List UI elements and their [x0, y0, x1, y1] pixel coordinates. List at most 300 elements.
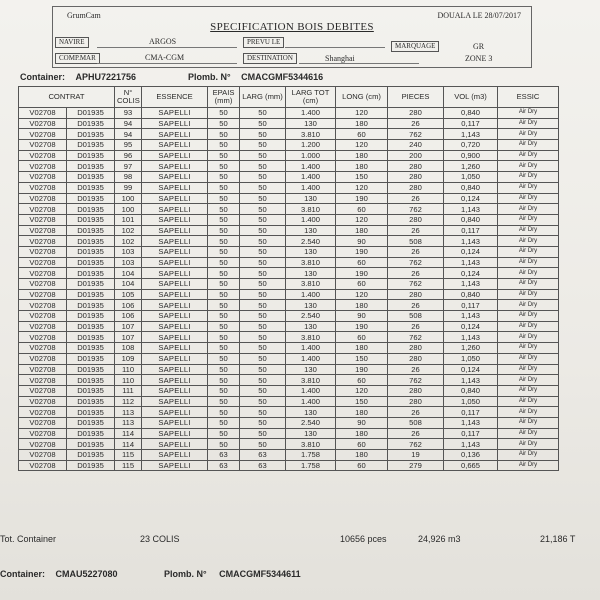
contrat-cell: V02708 — [19, 257, 67, 268]
larg-tot-cell: 130 — [286, 268, 336, 279]
colis-cell: 94 — [115, 118, 142, 129]
essic-cell: Air Dry — [498, 428, 559, 439]
long-cell: 60 — [336, 129, 388, 140]
colis-cell: 100 — [115, 193, 142, 204]
larg-tot-cell: 2.540 — [286, 311, 336, 322]
long-cell: 180 — [336, 118, 388, 129]
lot-cell: D01935 — [67, 140, 115, 151]
colis-cell: 112 — [115, 396, 142, 407]
lot-cell: D01935 — [67, 417, 115, 428]
lot-cell: D01935 — [67, 161, 115, 172]
contrat-cell: V02708 — [19, 246, 67, 257]
vol-cell: 0,840 — [444, 289, 498, 300]
lot-cell: D01935 — [67, 450, 115, 461]
vol-cell: 1,143 — [444, 417, 498, 428]
larg-cell: 50 — [240, 204, 286, 215]
lot-cell: D01935 — [67, 407, 115, 418]
container-line-1 — [20, 72, 136, 82]
epais-cell: 50 — [208, 246, 240, 257]
epais-cell: 50 — [208, 236, 240, 247]
contrat-cell: V02708 — [19, 300, 67, 311]
larg-cell: 50 — [240, 257, 286, 268]
colis-cell: 99 — [115, 182, 142, 193]
colis-cell: 101 — [115, 214, 142, 225]
colis-cell: 102 — [115, 236, 142, 247]
contrat-cell: V02708 — [19, 150, 67, 161]
larg-tot-cell: 1.400 — [286, 214, 336, 225]
larg-tot-cell: 1.758 — [286, 460, 336, 471]
epais-cell: 50 — [208, 182, 240, 193]
larg-cell: 50 — [240, 108, 286, 119]
contrat-cell: V02708 — [19, 332, 67, 343]
epais-cell: 50 — [208, 129, 240, 140]
colis-cell: 114 — [115, 428, 142, 439]
essic-cell: Air Dry — [498, 161, 559, 172]
comp-mar-value: CMA-CGM — [145, 53, 185, 62]
document-title: SPECIFICATION BOIS DEBITES — [210, 21, 374, 33]
larg-tot-cell: 3.810 — [286, 204, 336, 215]
long-cell: 60 — [336, 460, 388, 471]
larg-tot-cell: 3.810 — [286, 332, 336, 343]
table-row — [19, 246, 559, 257]
pieces-cell: 19 — [388, 450, 444, 461]
epais-cell: 50 — [208, 118, 240, 129]
pieces-cell: 762 — [388, 204, 444, 215]
pieces-cell: 26 — [388, 268, 444, 279]
larg-tot-cell: 3.810 — [286, 375, 336, 386]
long-cell: 150 — [336, 353, 388, 364]
essence-cell: SAPELLI — [142, 311, 208, 322]
larg-cell: 50 — [240, 161, 286, 172]
essence-cell: SAPELLI — [142, 364, 208, 375]
colis-cell: 115 — [115, 450, 142, 461]
essic-cell: Air Dry — [498, 204, 559, 215]
colis-cell: 108 — [115, 343, 142, 354]
contrat-cell: V02708 — [19, 214, 67, 225]
essic-cell: Air Dry — [498, 289, 559, 300]
lot-cell: D01935 — [67, 375, 115, 386]
larg-tot-cell: 3.810 — [286, 129, 336, 140]
colis-cell: 109 — [115, 353, 142, 364]
essence-cell: SAPELLI — [142, 140, 208, 151]
table-row — [19, 364, 559, 375]
table-row — [19, 268, 559, 279]
table-header-row — [19, 87, 559, 108]
colis-cell: 110 — [115, 375, 142, 386]
larg-tot-cell: 1.758 — [286, 450, 336, 461]
lot-cell: D01935 — [67, 236, 115, 247]
contrat-cell: V02708 — [19, 118, 67, 129]
epais-cell: 50 — [208, 257, 240, 268]
larg-tot-cell: 1.400 — [286, 289, 336, 300]
larg-tot-cell: 130 — [286, 407, 336, 418]
lot-cell: D01935 — [67, 343, 115, 354]
lot-cell: D01935 — [67, 118, 115, 129]
contrat-cell: V02708 — [19, 279, 67, 290]
essence-cell: SAPELLI — [142, 193, 208, 204]
colis-cell: 104 — [115, 279, 142, 290]
long-cell: 180 — [336, 343, 388, 354]
lot-cell: D01935 — [67, 332, 115, 343]
col-header-larg: LARG (mm) — [240, 87, 286, 108]
larg-cell: 50 — [240, 150, 286, 161]
contrat-cell: V02708 — [19, 450, 67, 461]
vol-cell: 1,143 — [444, 204, 498, 215]
essic-cell: Air Dry — [498, 129, 559, 140]
contrat-cell: V02708 — [19, 108, 67, 119]
larg-tot-cell: 130 — [286, 300, 336, 311]
larg-tot-cell: 2.540 — [286, 236, 336, 247]
essence-cell: SAPELLI — [142, 321, 208, 332]
larg-cell: 50 — [240, 364, 286, 375]
table-row — [19, 279, 559, 290]
container-number-2: CMAU5227080 — [55, 569, 118, 579]
long-cell: 60 — [336, 204, 388, 215]
essic-cell: Air Dry — [498, 182, 559, 193]
lot-cell: D01935 — [67, 129, 115, 140]
vol-cell: 0,124 — [444, 364, 498, 375]
zone-value: ZONE 3 — [465, 54, 493, 63]
essence-cell: SAPELLI — [142, 108, 208, 119]
table-row — [19, 321, 559, 332]
table-row — [19, 182, 559, 193]
larg-cell: 50 — [240, 407, 286, 418]
vol-cell: 0,840 — [444, 182, 498, 193]
contrat-cell: V02708 — [19, 140, 67, 151]
vol-cell: 1,260 — [444, 161, 498, 172]
epais-cell: 50 — [208, 172, 240, 183]
vol-cell: 0,840 — [444, 214, 498, 225]
essence-cell: SAPELLI — [142, 118, 208, 129]
pieces-cell: 279 — [388, 460, 444, 471]
navire-label: NAVIRE — [55, 37, 89, 48]
epais-cell: 50 — [208, 193, 240, 204]
essence-cell: SAPELLI — [142, 353, 208, 364]
essence-cell: SAPELLI — [142, 407, 208, 418]
larg-tot-cell: 1.200 — [286, 140, 336, 151]
essence-cell: SAPELLI — [142, 439, 208, 450]
container-label-2: Container: — [0, 569, 45, 579]
pieces-cell: 762 — [388, 129, 444, 140]
larg-tot-cell: 130 — [286, 193, 336, 204]
essic-cell: Air Dry — [498, 407, 559, 418]
lot-cell: D01935 — [67, 193, 115, 204]
long-cell: 190 — [336, 193, 388, 204]
essic-cell: Air Dry — [498, 375, 559, 386]
table-row — [19, 225, 559, 236]
container-label: Container: — [20, 72, 65, 82]
essence-cell: SAPELLI — [142, 236, 208, 247]
long-cell: 190 — [336, 364, 388, 375]
essence-cell: SAPELLI — [142, 214, 208, 225]
contrat-cell: V02708 — [19, 321, 67, 332]
larg-cell: 50 — [240, 182, 286, 193]
lot-cell: D01935 — [67, 279, 115, 290]
total-colis: 23 COLIS — [140, 534, 180, 544]
long-cell: 180 — [336, 300, 388, 311]
colis-cell: 113 — [115, 417, 142, 428]
larg-cell: 50 — [240, 417, 286, 428]
colis-cell: 114 — [115, 439, 142, 450]
pieces-cell: 762 — [388, 375, 444, 386]
essence-cell: SAPELLI — [142, 343, 208, 354]
total-pieces: 10656 pces — [340, 534, 387, 544]
long-cell: 60 — [336, 332, 388, 343]
epais-cell: 50 — [208, 353, 240, 364]
table-row — [19, 311, 559, 322]
colis-cell: 102 — [115, 225, 142, 236]
larg-cell: 50 — [240, 129, 286, 140]
essence-cell: SAPELLI — [142, 375, 208, 386]
essic-cell: Air Dry — [498, 460, 559, 471]
lot-cell: D01935 — [67, 353, 115, 364]
larg-cell: 50 — [240, 321, 286, 332]
lot-cell: D01935 — [67, 150, 115, 161]
table-row — [19, 172, 559, 183]
epais-cell: 50 — [208, 343, 240, 354]
epais-cell: 63 — [208, 460, 240, 471]
larg-tot-cell: 130 — [286, 428, 336, 439]
table-row — [19, 204, 559, 215]
lot-cell: D01935 — [67, 108, 115, 119]
larg-tot-cell: 1.400 — [286, 343, 336, 354]
long-cell: 60 — [336, 257, 388, 268]
larg-cell: 50 — [240, 385, 286, 396]
lot-cell: D01935 — [67, 300, 115, 311]
long-cell: 120 — [336, 214, 388, 225]
vol-cell: 0,720 — [444, 140, 498, 151]
larg-cell: 63 — [240, 460, 286, 471]
contrat-cell: V02708 — [19, 289, 67, 300]
essence-cell: SAPELLI — [142, 450, 208, 461]
contrat-cell: V02708 — [19, 396, 67, 407]
larg-cell: 50 — [240, 140, 286, 151]
contrat-cell: V02708 — [19, 343, 67, 354]
larg-cell: 50 — [240, 236, 286, 247]
long-cell: 60 — [336, 439, 388, 450]
essence-cell: SAPELLI — [142, 172, 208, 183]
larg-cell: 50 — [240, 246, 286, 257]
colis-cell: 96 — [115, 150, 142, 161]
larg-tot-cell: 3.810 — [286, 257, 336, 268]
lot-cell: D01935 — [67, 204, 115, 215]
long-cell: 190 — [336, 321, 388, 332]
essic-cell: Air Dry — [498, 450, 559, 461]
contrat-cell: V02708 — [19, 385, 67, 396]
table-row — [19, 450, 559, 461]
larg-tot-cell: 1.400 — [286, 108, 336, 119]
epais-cell: 50 — [208, 375, 240, 386]
specification-table — [18, 86, 559, 471]
larg-tot-cell: 130 — [286, 225, 336, 236]
essence-cell: SAPELLI — [142, 129, 208, 140]
essence-cell: SAPELLI — [142, 246, 208, 257]
essic-cell: Air Dry — [498, 417, 559, 428]
vol-cell: 0,117 — [444, 407, 498, 418]
essic-cell: Air Dry — [498, 108, 559, 119]
table-row — [19, 161, 559, 172]
vol-cell: 0,665 — [444, 460, 498, 471]
essence-cell: SAPELLI — [142, 161, 208, 172]
lot-cell: D01935 — [67, 214, 115, 225]
company-name: GrumCam — [67, 11, 101, 20]
total-weight: 21,186 T — [540, 534, 576, 544]
contrat-cell: V02708 — [19, 407, 67, 418]
epais-cell: 50 — [208, 140, 240, 151]
larg-cell: 50 — [240, 439, 286, 450]
pieces-cell: 26 — [388, 118, 444, 129]
vol-cell: 0,117 — [444, 225, 498, 236]
table-row — [19, 193, 559, 204]
pieces-cell: 26 — [388, 225, 444, 236]
larg-cell: 50 — [240, 193, 286, 204]
table-row — [19, 428, 559, 439]
epais-cell: 50 — [208, 214, 240, 225]
epais-cell: 50 — [208, 289, 240, 300]
lot-cell: D01935 — [67, 289, 115, 300]
larg-cell: 50 — [240, 225, 286, 236]
long-cell: 190 — [336, 268, 388, 279]
essic-cell: Air Dry — [498, 150, 559, 161]
larg-cell: 50 — [240, 396, 286, 407]
larg-cell: 50 — [240, 332, 286, 343]
vol-cell: 0,117 — [444, 300, 498, 311]
epais-cell: 50 — [208, 161, 240, 172]
colis-cell: 104 — [115, 268, 142, 279]
plomb-label-2: Plomb. N° — [164, 569, 207, 579]
vol-cell: 0,124 — [444, 321, 498, 332]
table-row — [19, 150, 559, 161]
pieces-cell: 280 — [388, 385, 444, 396]
colis-cell: 98 — [115, 172, 142, 183]
pieces-cell: 508 — [388, 417, 444, 428]
larg-tot-cell: 1.400 — [286, 172, 336, 183]
long-cell: 120 — [336, 182, 388, 193]
table-row — [19, 140, 559, 151]
epais-cell: 50 — [208, 428, 240, 439]
vol-cell: 1,143 — [444, 332, 498, 343]
table-body — [19, 108, 559, 471]
epais-cell: 63 — [208, 450, 240, 461]
table-row — [19, 289, 559, 300]
larg-tot-cell: 130 — [286, 321, 336, 332]
table-row — [19, 214, 559, 225]
lot-cell: D01935 — [67, 396, 115, 407]
epais-cell: 50 — [208, 108, 240, 119]
essic-cell: Air Dry — [498, 396, 559, 407]
long-cell: 120 — [336, 140, 388, 151]
vol-cell: 0,136 — [444, 450, 498, 461]
table-row — [19, 460, 559, 471]
essic-cell: Air Dry — [498, 385, 559, 396]
header-box — [52, 6, 532, 68]
lot-cell: D01935 — [67, 385, 115, 396]
comp-mar-label: COMP.MAR — [55, 53, 100, 64]
contrat-cell: V02708 — [19, 172, 67, 183]
vol-cell: 1,050 — [444, 396, 498, 407]
destination-value: Shanghai — [325, 54, 355, 63]
essic-cell: Air Dry — [498, 353, 559, 364]
essence-cell: SAPELLI — [142, 289, 208, 300]
larg-tot-cell: 1.400 — [286, 161, 336, 172]
essic-cell: Air Dry — [498, 193, 559, 204]
essence-cell: SAPELLI — [142, 279, 208, 290]
long-cell: 180 — [336, 428, 388, 439]
essic-cell: Air Dry — [498, 321, 559, 332]
vol-cell: 1,143 — [444, 439, 498, 450]
essence-cell: SAPELLI — [142, 150, 208, 161]
epais-cell: 50 — [208, 300, 240, 311]
pieces-cell: 508 — [388, 236, 444, 247]
long-cell: 60 — [336, 279, 388, 290]
contrat-cell: V02708 — [19, 364, 67, 375]
larg-cell: 50 — [240, 311, 286, 322]
epais-cell: 50 — [208, 385, 240, 396]
colis-cell: 106 — [115, 311, 142, 322]
vol-cell: 0,117 — [444, 428, 498, 439]
pieces-cell: 762 — [388, 257, 444, 268]
colis-cell: 103 — [115, 246, 142, 257]
colis-cell: 106 — [115, 300, 142, 311]
epais-cell: 50 — [208, 150, 240, 161]
colis-cell: 110 — [115, 364, 142, 375]
long-cell: 150 — [336, 396, 388, 407]
larg-tot-cell: 130 — [286, 364, 336, 375]
pieces-cell: 280 — [388, 161, 444, 172]
epais-cell: 50 — [208, 332, 240, 343]
lot-cell: D01935 — [67, 428, 115, 439]
essence-cell: SAPELLI — [142, 268, 208, 279]
colis-cell: 94 — [115, 129, 142, 140]
pieces-cell: 26 — [388, 193, 444, 204]
colis-cell: 93 — [115, 108, 142, 119]
destination-underline — [299, 63, 419, 64]
essic-cell: Air Dry — [498, 279, 559, 290]
prevu-label: PREVU LE — [243, 37, 284, 48]
plomb-label: Plomb. N° — [188, 72, 231, 82]
pieces-cell: 200 — [388, 150, 444, 161]
epais-cell: 50 — [208, 321, 240, 332]
essence-cell: SAPELLI — [142, 385, 208, 396]
essence-cell: SAPELLI — [142, 300, 208, 311]
table-row — [19, 129, 559, 140]
larg-tot-cell: 1.400 — [286, 182, 336, 193]
essic-cell: Air Dry — [498, 300, 559, 311]
long-cell: 180 — [336, 161, 388, 172]
container-number: APHU7221756 — [75, 72, 137, 82]
contrat-cell: V02708 — [19, 236, 67, 247]
marquage-value: GR — [473, 42, 485, 51]
epais-cell: 50 — [208, 268, 240, 279]
col-header-pieces: PIECES — [388, 87, 444, 108]
larg-cell: 50 — [240, 353, 286, 364]
vol-cell: 1,050 — [444, 172, 498, 183]
pieces-cell: 280 — [388, 396, 444, 407]
epais-cell: 50 — [208, 279, 240, 290]
essence-cell: SAPELLI — [142, 257, 208, 268]
lot-cell: D01935 — [67, 268, 115, 279]
long-cell: 120 — [336, 289, 388, 300]
pieces-cell: 280 — [388, 182, 444, 193]
pieces-cell: 280 — [388, 289, 444, 300]
pieces-cell: 280 — [388, 353, 444, 364]
epais-cell: 50 — [208, 439, 240, 450]
larg-tot-cell: 1.000 — [286, 150, 336, 161]
epais-cell: 50 — [208, 407, 240, 418]
larg-cell: 50 — [240, 268, 286, 279]
contrat-cell: V02708 — [19, 439, 67, 450]
vol-cell: 1,143 — [444, 375, 498, 386]
